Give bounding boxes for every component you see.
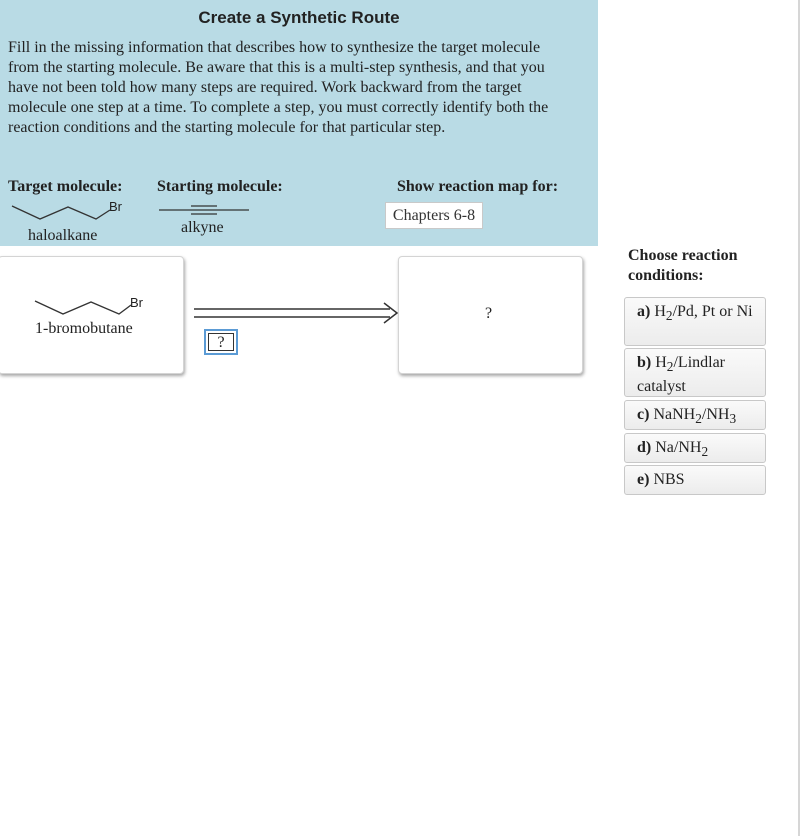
instructions-text: Fill in the missing information that describes how to synthesize the target molecule from the starting molecule. Be aware that this is a multi-step synthesis, and that you have not been told how many steps are required. Work backward from the target molecule one step at a time. To complete a step, you must correctly identify both the reaction conditions and the starting molecule for that particular step. bbox=[8, 39, 549, 136]
reaction-condition-slot[interactable] bbox=[204, 329, 238, 355]
target-br-atom: Br bbox=[109, 199, 122, 214]
starting-molecule-label: Starting molecule: bbox=[157, 178, 283, 195]
product-chain-bond bbox=[35, 301, 131, 314]
condition-option-d[interactable]: d) $Na/NH_2$ bbox=[624, 433, 766, 463]
page-title: Create a Synthetic Route bbox=[198, 8, 400, 27]
right-edge-divider bbox=[798, 0, 800, 836]
condition-option-b[interactable]: b) $H_2$/Lindlar catalyst bbox=[624, 348, 766, 397]
product-molecule-structure bbox=[33, 293, 153, 319]
condition-option-a-key: a) bbox=[637, 303, 651, 320]
alkyne-structure bbox=[157, 202, 253, 218]
condition-option-c[interactable]: c) $NaNH_2/NH_3$ bbox=[624, 400, 766, 430]
reaction-map-chapters-button[interactable]: Chapters 6-8 bbox=[385, 202, 483, 229]
starting-molecule-class: alkyne bbox=[181, 219, 224, 236]
reaction-arrow-head bbox=[384, 303, 397, 323]
condition-option-b-key: b) bbox=[637, 354, 652, 371]
reactant-molecule-placeholder: ? bbox=[485, 305, 493, 322]
reaction-arrow bbox=[192, 300, 402, 328]
condition-option-c-key: c) bbox=[637, 406, 650, 423]
target-molecule-structure bbox=[10, 198, 130, 224]
product-br-atom: Br bbox=[130, 295, 143, 310]
conditions-heading: Choose reaction conditions: bbox=[628, 247, 738, 284]
condition-option-d-key: d) bbox=[637, 439, 652, 456]
target-molecule-class: haloalkane bbox=[28, 227, 98, 244]
instruction-panel bbox=[0, 0, 598, 246]
reaction-condition-placeholder: ? bbox=[208, 333, 234, 351]
product-molecule-card[interactable] bbox=[0, 256, 184, 374]
target-chain-bond bbox=[12, 206, 110, 219]
reactant-molecule-card[interactable] bbox=[398, 256, 583, 374]
target-molecule-label: Target molecule: bbox=[8, 178, 123, 195]
reaction-map-label: Show reaction map for: bbox=[397, 178, 559, 195]
condition-option-e[interactable]: e) NBS bbox=[624, 465, 766, 495]
condition-option-a[interactable]: a) $H_2/Pd$, Pt or Ni bbox=[624, 297, 766, 346]
product-molecule-name: 1-bromobutane bbox=[35, 320, 133, 337]
condition-option-e-key: e) bbox=[637, 471, 650, 488]
